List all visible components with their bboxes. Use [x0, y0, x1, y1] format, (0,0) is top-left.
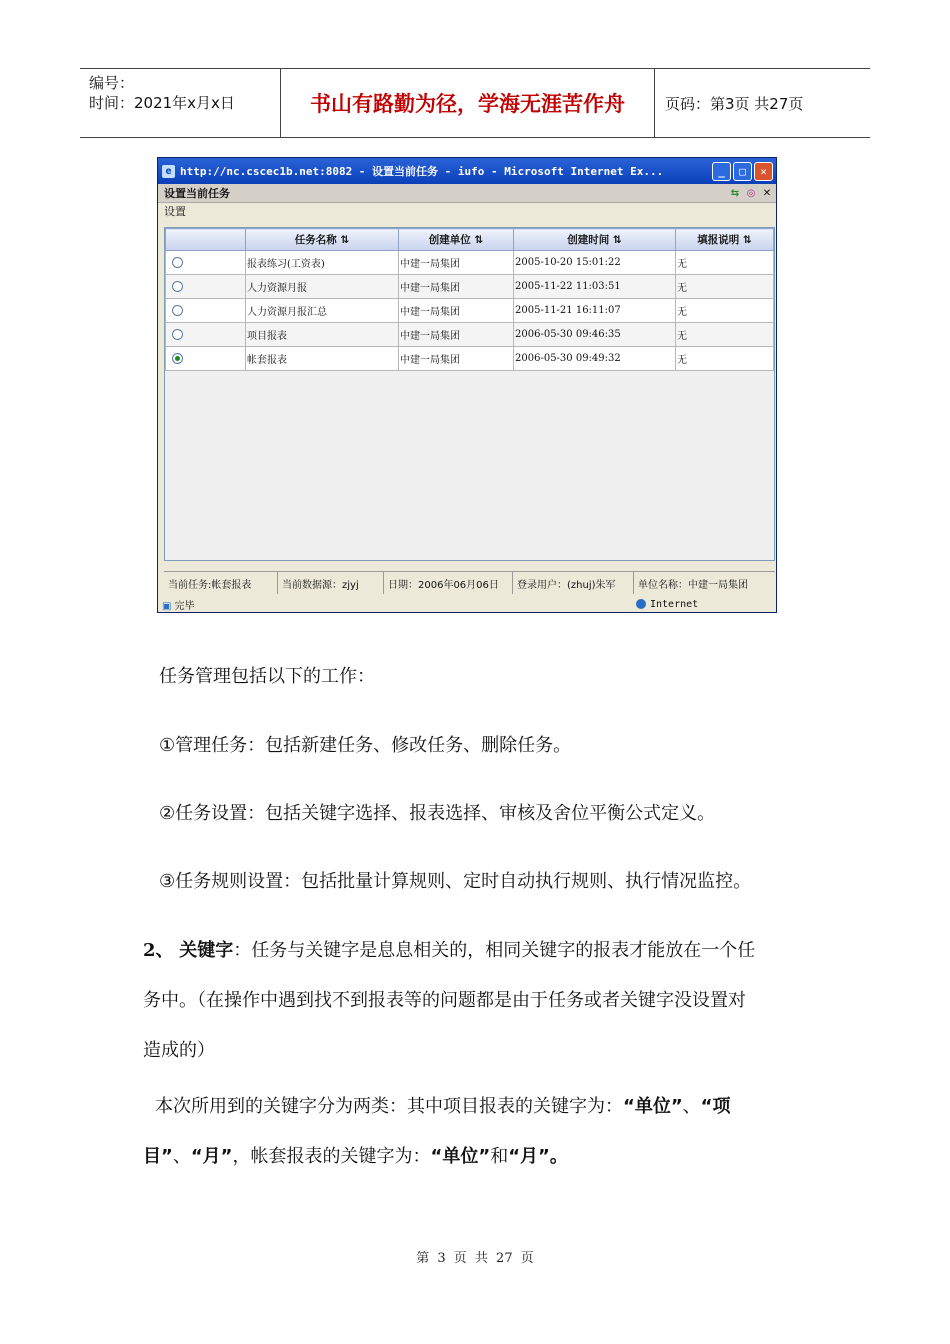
- panel-title-bar: [158, 184, 776, 203]
- list-item-2: ②任务设置：包括关键字选择、报表选择、审核及舍位平衡公式定义。: [159, 803, 716, 824]
- code-label: 编号：: [89, 74, 135, 92]
- note-cell: 无: [676, 251, 774, 275]
- section-number: 2、: [143, 940, 174, 961]
- note-cell: 无: [676, 275, 774, 299]
- section-2-line-2: 务中。（在操作中遇到找不到报表等的问题都是由于任务或者关键字没设置对: [143, 990, 746, 1011]
- table-row[interactable]: [166, 347, 774, 371]
- page-footer: 第 3 页 共 27 页: [416, 1251, 534, 1266]
- keyword-para-line-2: [143, 1142, 568, 1168]
- status-unit: 单位名称：中建一局集团: [638, 580, 748, 591]
- section-2-line-3: 造成的）: [143, 1040, 215, 1061]
- status-current-task: 当前任务:帐套报表: [164, 572, 278, 594]
- keyword-para-text-2: ，帐套报表的关键字为：: [232, 1146, 431, 1167]
- time-cell: 2006-05-30 09:49:32: [514, 347, 676, 371]
- task-grid: [164, 227, 775, 561]
- globe-icon: [636, 599, 646, 609]
- col-unit[interactable]: 创建单位 ⇅: [399, 229, 514, 251]
- help-icon[interactable]: ◎: [746, 187, 756, 199]
- kw-project-part-1: “项: [700, 1096, 731, 1117]
- task-name-cell: 人力资源月报: [246, 275, 399, 299]
- note-cell: 无: [676, 347, 774, 371]
- ie-status-text: 完毕: [174, 600, 195, 612]
- keyword-para-text-1: 本次所用到的关键字分为两类：其中项目报表的关键字为：: [155, 1096, 623, 1117]
- ie-icon: e: [162, 165, 175, 178]
- menu-settings[interactable]: 设置: [158, 203, 776, 220]
- page-info: 页码：第3页 共27页: [665, 94, 804, 113]
- task-radio[interactable]: [172, 329, 183, 340]
- task-name-cell: 报表练习(工资表): [246, 251, 399, 275]
- task-name-cell: 帐套报表: [246, 347, 399, 371]
- motto: 书山有路勤为径，学海无涯苦作舟: [281, 69, 655, 137]
- section-2-line-1: [143, 936, 755, 962]
- status-user: 登录用户：(zhuj)朱军: [513, 572, 634, 594]
- panel-title: 设置当前任务: [164, 187, 230, 200]
- note-cell: 无: [676, 323, 774, 347]
- header-left: [80, 69, 281, 137]
- list-item-3: ③任务规则设置：包括批量计算规则、定时自动执行规则、执行情况监控。: [159, 871, 752, 892]
- kw-unit-2: “单位”: [430, 1146, 491, 1167]
- minimize-icon[interactable]: _: [712, 162, 731, 181]
- col-select: [166, 229, 246, 251]
- kw-unit: “单位”: [623, 1096, 683, 1117]
- app-statusbar: [164, 571, 775, 594]
- keyword-para-line-1: [155, 1092, 731, 1118]
- col-note[interactable]: 填报说明 ⇅: [676, 229, 774, 251]
- browser-window: [157, 157, 777, 613]
- task-radio-selected[interactable]: [172, 353, 183, 364]
- unit-cell: 中建一局集团: [399, 275, 514, 299]
- col-time[interactable]: 创建时间 ⇅: [514, 229, 676, 251]
- task-radio[interactable]: [172, 305, 183, 316]
- section-2-text-1: ：任务与关键字是息息相关的，相同关键字的报表才能放在一个任: [233, 940, 756, 961]
- kw-month-2: “月”。: [508, 1146, 568, 1167]
- close-icon[interactable]: ✕: [754, 162, 773, 181]
- col-task-name[interactable]: 任务名称 ⇅: [246, 229, 399, 251]
- grid-header-row: [166, 229, 774, 251]
- status-datasource: 当前数据源：zjyj: [278, 572, 384, 594]
- window-title: http://nc.cscec1b.net:8082 - 设置当前任务 - iufo - Microsoft Internet Ex...: [180, 165, 664, 178]
- time-cell: 2005-11-22 11:03:51: [514, 275, 676, 299]
- time-cell: 2006-05-30 09:46:35: [514, 323, 676, 347]
- page-icon: ▣: [162, 600, 175, 612]
- kw-project-part-2: 目”: [143, 1146, 173, 1167]
- time-cell: 2005-11-21 16:11:07: [514, 299, 676, 323]
- ie-zone: Internet: [650, 598, 699, 610]
- task-name-cell: 项目报表: [246, 323, 399, 347]
- time-cell: 2005-10-20 15:01:22: [514, 251, 676, 275]
- table-row[interactable]: [166, 251, 774, 275]
- sep-1: 、: [682, 1096, 701, 1117]
- section-keyword: 关键字: [179, 940, 234, 961]
- note-cell: 无: [676, 299, 774, 323]
- ie-statusbar: [158, 596, 776, 612]
- table-row[interactable]: [166, 323, 774, 347]
- list-item-1: ①管理任务：包括新建任务、修改任务、删除任务。: [159, 735, 572, 756]
- window-titlebar: [158, 158, 776, 184]
- kw-month: “月”: [190, 1146, 233, 1167]
- refresh-icon[interactable]: ⇆: [730, 187, 740, 199]
- sep-2: 、: [172, 1146, 191, 1167]
- task-radio[interactable]: [172, 281, 183, 292]
- table-row[interactable]: [166, 275, 774, 299]
- unit-cell: 中建一局集团: [399, 323, 514, 347]
- time-label: 时间：2021年x月x日: [89, 94, 235, 112]
- table-row[interactable]: [166, 299, 774, 323]
- intro-text: 任务管理包括以下的工作：: [159, 666, 375, 687]
- status-date: 日期：2006年06月06日: [384, 572, 513, 594]
- maximize-icon[interactable]: □: [733, 162, 752, 181]
- page-header: [80, 68, 870, 138]
- and-text: 和: [490, 1146, 509, 1167]
- unit-cell: 中建一局集团: [399, 347, 514, 371]
- unit-cell: 中建一局集团: [399, 299, 514, 323]
- task-radio[interactable]: [172, 257, 183, 268]
- panel-close-icon[interactable]: ✕: [762, 187, 772, 199]
- task-name-cell: 人力资源月报汇总: [246, 299, 399, 323]
- unit-cell: 中建一局集团: [399, 251, 514, 275]
